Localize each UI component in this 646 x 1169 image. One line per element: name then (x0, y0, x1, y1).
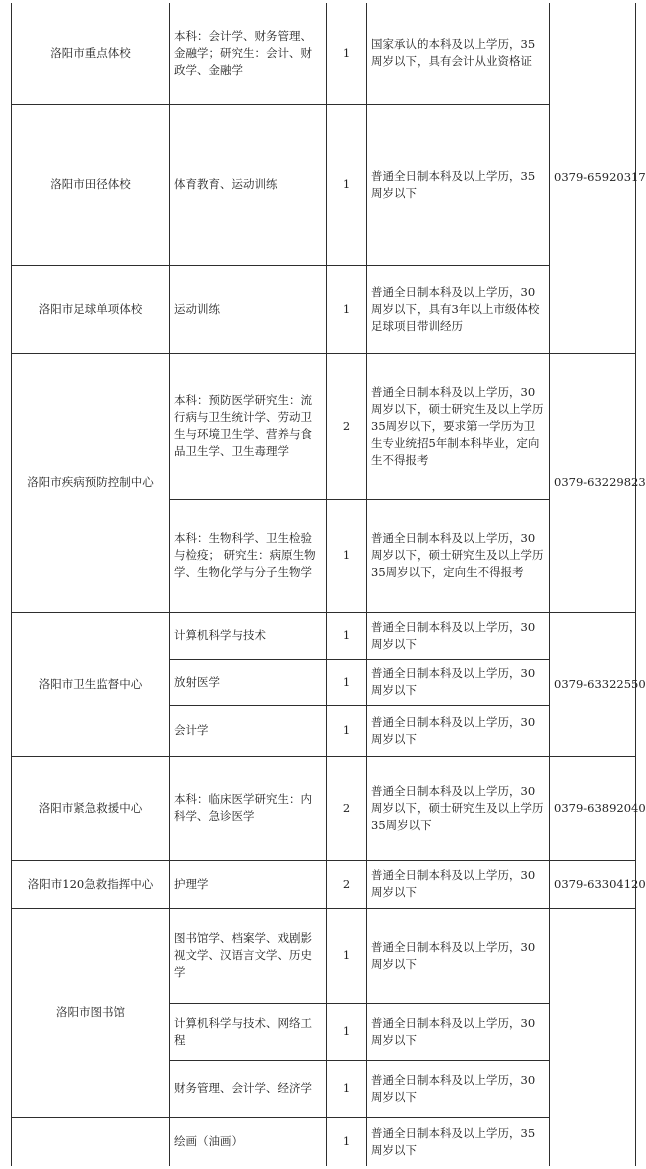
unit-name: 洛阳市紧急救援中心 (12, 756, 170, 860)
contact-phone: 0379-63892040 (550, 756, 636, 860)
qualification-requirement: 普通全日制本科及以上学历，30周岁以下 (367, 705, 550, 756)
unit-name: 洛阳市疾病预防控制中心 (12, 353, 170, 612)
major-requirement: 体育教育、运动训练 (170, 104, 327, 265)
unit-name: 洛阳市120急救指挥中心 (12, 860, 170, 908)
table-row (12, 353, 636, 499)
table-row (12, 265, 636, 353)
qualification-requirement: 普通全日制本科及以上学历，30周岁以下 (367, 1003, 550, 1060)
contact-phone: 0379-63322550 (550, 612, 636, 756)
table-row (12, 3, 636, 104)
unit-name: 洛阳市图书馆 (12, 908, 170, 1117)
major-requirement: 图书馆学、档案学、戏剧影视文学、汉语言文学、历史学 (170, 908, 327, 1003)
hire-count: 1 (327, 265, 367, 353)
major-requirement: 本科：会计学、财务管理、金融学；研究生：会计、财政学、金融学 (170, 3, 327, 104)
recruitment-table (11, 3, 646, 1166)
table-row (12, 860, 636, 908)
major-requirement: 本科：预防医学研究生：流行病与卫生统计学、劳动卫生与环境卫生学、营养与食品卫生学、卫生毒理学 (170, 353, 327, 499)
qualification-requirement: 普通全日制本科及以上学历，30周岁以下 (367, 860, 550, 908)
qualification-requirement: 国家承认的本科及以上学历，35周岁以下，具有会计从业资格证 (367, 3, 550, 104)
qualification-requirement: 普通全日制本科及以上学历，30周岁以下，具有3年以上市级体校足球项目带训经历 (367, 265, 550, 353)
hire-count: 1 (327, 1117, 367, 1166)
table-row (12, 1117, 636, 1166)
hire-count: 1 (327, 1060, 367, 1117)
hire-count: 1 (327, 659, 367, 705)
major-requirement: 计算机科学与技术、网络工程 (170, 1003, 327, 1060)
table-row (12, 756, 636, 860)
hire-count: 1 (327, 908, 367, 1003)
unit-name: 洛阳市足球单项体校 (12, 265, 170, 353)
qualification-requirement: 普通全日制本科及以上学历，30周岁以下，硕士研究生及以上学历35周岁以下，要求第一学历为卫生专业统招5年制本科毕业，定向生不得报考 (367, 353, 550, 499)
hire-count: 2 (327, 353, 367, 499)
hire-count: 1 (327, 3, 367, 104)
qualification-requirement: 普通全日制本科及以上学历，35周岁以下 (367, 1117, 550, 1166)
hire-count: 1 (327, 104, 367, 265)
contact-phone-empty (550, 908, 636, 1166)
unit-name: 洛阳市卫生监督中心 (12, 612, 170, 756)
unit-name: 洛阳市重点体校 (12, 3, 170, 104)
hire-count: 1 (327, 612, 367, 659)
major-requirement: 计算机科学与技术 (170, 612, 327, 659)
unit-name-empty (12, 1117, 170, 1166)
major-requirement: 本科：生物科学、卫生检验与检疫； 研究生：病原生物学、生物化学与分子生物学 (170, 499, 327, 612)
major-requirement: 护理学 (170, 860, 327, 908)
qualification-requirement: 普通全日制本科及以上学历，30周岁以下 (367, 1060, 550, 1117)
table-row (12, 612, 636, 659)
qualification-requirement: 普通全日制本科及以上学历，30周岁以下 (367, 908, 550, 1003)
major-requirement: 绘画（油画） (170, 1117, 327, 1166)
hire-count: 1 (327, 499, 367, 612)
qualification-requirement: 普通全日制本科及以上学历，30周岁以下，硕士研究生及以上学历35周岁以下，定向生不得报考 (367, 499, 550, 612)
qualification-requirement: 普通全日制本科及以上学历，30周岁以下，硕士研究生及以上学历35周岁以下 (367, 756, 550, 860)
qualification-requirement: 普通全日制本科及以上学历，35周岁以下 (367, 104, 550, 265)
major-requirement: 本科：临床医学研究生：内科学、急诊医学 (170, 756, 327, 860)
table-row (12, 104, 636, 265)
contact-phone: 0379-65920317 (550, 3, 636, 353)
contact-phone: 0379-63304120 (550, 860, 636, 908)
qualification-requirement: 普通全日制本科及以上学历，30周岁以下 (367, 612, 550, 659)
qualification-requirement: 普通全日制本科及以上学历，30周岁以下 (367, 659, 550, 705)
hire-count: 2 (327, 756, 367, 860)
contact-phone: 0379-63229823 (550, 353, 636, 612)
hire-count: 2 (327, 860, 367, 908)
hire-count: 1 (327, 1003, 367, 1060)
hire-count: 1 (327, 705, 367, 756)
major-requirement: 会计学 (170, 705, 327, 756)
table-row (12, 908, 636, 1003)
major-requirement: 运动训练 (170, 265, 327, 353)
unit-name: 洛阳市田径体校 (12, 104, 170, 265)
major-requirement: 放射医学 (170, 659, 327, 705)
major-requirement: 财务管理、会计学、经济学 (170, 1060, 327, 1117)
